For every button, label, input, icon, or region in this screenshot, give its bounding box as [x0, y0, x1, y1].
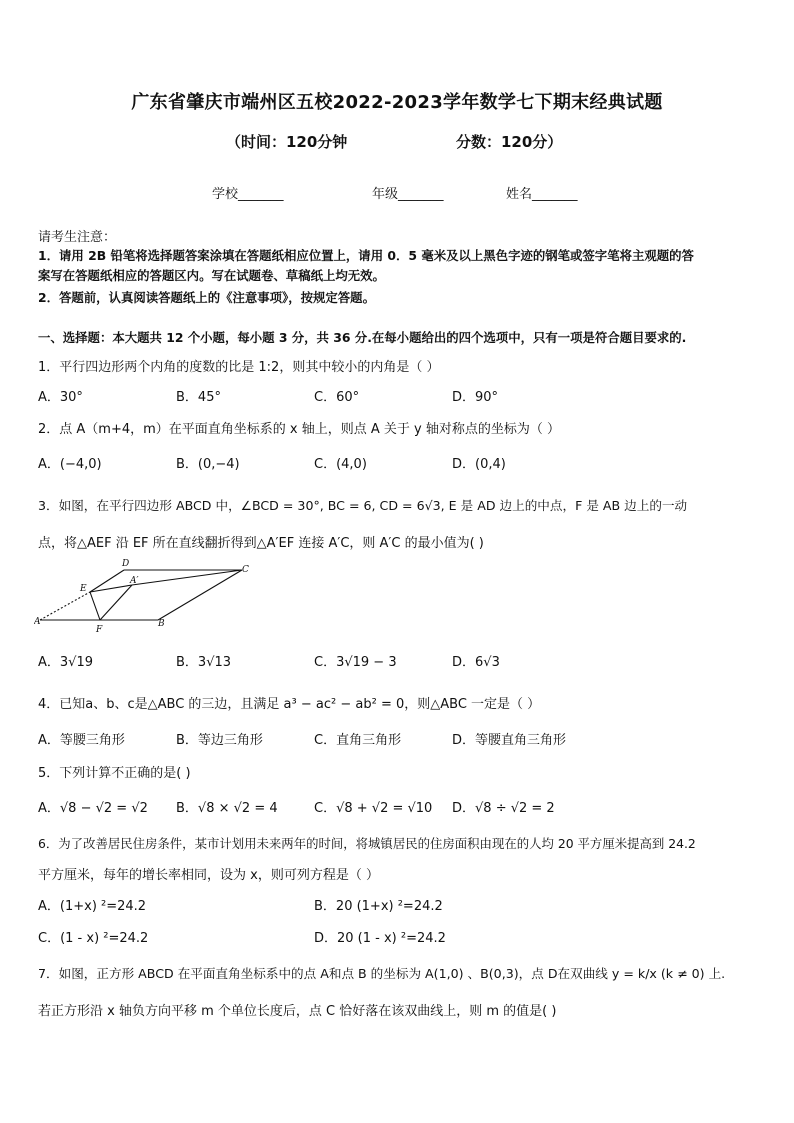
q4-option-a: A．等腰三角形: [38, 733, 125, 748]
q2-stem: 2．点 A（m+4，m）在平面直角坐标系的 x 轴上，则点 A 关于 y 轴对称点的坐标为（ ）: [38, 422, 560, 437]
q3-option-a: A．3√19: [38, 655, 93, 670]
q3-stem-line-2: 点，将△AEF 沿 EF 所在直线翻折得到△A′EF 连接 A′C，则 A′C 的最小值为( ): [38, 536, 484, 551]
fig-segment-a1c: [132, 570, 242, 585]
q1-stem: 1．平行四边形两个内角的度数的比是 1:2，则其中较小的内角是（ ）: [38, 360, 440, 375]
fig-segment-fa1: [100, 585, 132, 620]
q5-option-b: B．√8 × √2 = 4: [176, 801, 278, 816]
exam-score: 分数：120分）: [456, 133, 563, 151]
fig-segment-bc: [158, 570, 242, 620]
page-title: 广东省肇庆市端州区五校2022-2023学年数学七下期末经典试题: [131, 92, 663, 113]
q2-option-b: B．(0,−4): [176, 457, 240, 472]
q5-option-c: C．√8 + √2 = √10: [314, 801, 433, 816]
q2-option-c: C．(4,0): [314, 457, 367, 472]
q6-option-c: C．(1 - x) ²=24.2: [38, 931, 149, 946]
q2-option-a: A．(−4,0): [38, 457, 102, 472]
q3-figure: [34, 556, 264, 636]
fig-label-a: A: [34, 617, 41, 627]
q3-option-c: C．3√19 − 3: [314, 655, 397, 670]
q4-option-c: C．直角三角形: [314, 733, 402, 748]
fig-label-a-prime: A′: [130, 576, 139, 586]
grade-field: 年级_______: [372, 187, 444, 202]
fig-segment-ef: [90, 592, 100, 620]
section-heading: 一、选择题：本大题共 12 个小题，每小题 3 分，共 36 分.在每小题给出的四个选项中，只有一项是符合题目要求的.: [38, 330, 687, 345]
q6-option-d: D．20 (1 - x) ²=24.2: [314, 931, 446, 946]
q5-stem: 5．下列计算不正确的是( ): [38, 766, 191, 781]
q6-option-b: B．20 (1+x) ²=24.2: [314, 899, 443, 914]
fig-label-e: E: [80, 584, 87, 594]
notice-line-3: 2．答题前，认真阅读答题纸上的《注意事项》，按规定答题。: [38, 290, 375, 305]
notice-heading: 请考生注意：: [38, 230, 117, 245]
fig-label-f: F: [96, 625, 103, 635]
q4-option-b: B．等边三角形: [176, 733, 263, 748]
q4-stem: 4．已知a、b、c是△ABC 的三边，且满足 a³ − ac² − ab² = 0，则△ABC 一定是（ ）: [38, 697, 541, 712]
q6-stem-line-1: 6．为了改善居民住房条件，某市计划用未来两年的时间，将城镇居民的住房面积由现在的人均 20 平方厘米提高到 24.2: [38, 836, 696, 851]
fig-label-b: B: [158, 619, 165, 629]
name-field: 姓名_______: [506, 187, 578, 202]
q3-option-d: D．6√3: [452, 655, 500, 670]
q4-option-d: D．等腰直角三角形: [452, 733, 567, 748]
exam-time: （时间：120分钟: [226, 133, 348, 151]
school-field: 学校_______: [212, 187, 284, 202]
q6-option-a: A．(1+x) ²=24.2: [38, 899, 147, 914]
q7-stem-line-2: 若正方形沿 x 轴负方向平移 m 个单位长度后，点 C 恰好落在该双曲线上，则 m 的值是( ): [38, 1004, 557, 1019]
notice-line-2: 案写在答题纸相应的答题区内。写在试题卷、草稿纸上均无效。: [38, 268, 385, 283]
q1-option-a: A．30°: [38, 390, 83, 405]
q5-option-a: A．√8 − √2 = √2: [38, 801, 148, 816]
q1-option-c: C．60°: [314, 390, 360, 405]
q6-stem-line-2: 平方厘米，每年的增长率相同，设为 x，则可列方程是（ ）: [38, 868, 379, 883]
q1-option-b: B．45°: [176, 390, 221, 405]
q7-stem-line-1: 7．如图，正方形 ABCD 在平面直角坐标系中的点 A和点 B 的坐标为 A(1,0) 、B(0,3)，点 D在双曲线 y = k/x (k ≠ 0) 上.: [38, 966, 726, 981]
notice-line-1: 1．请用 2B 铅笔将选择题答案涂填在答题纸相应位置上，请用 0．5 毫米及以上黑色字迹的钢笔或签字笔将主观题的答: [38, 248, 694, 263]
fig-label-c: C: [242, 565, 249, 575]
q2-option-d: D．(0,4): [452, 457, 506, 472]
q3-option-b: B．3√13: [176, 655, 232, 670]
q1-option-d: D．90°: [452, 390, 499, 405]
fig-segment-ae-dashed: [40, 592, 90, 620]
q3-stem-line-1: 3．如图，在平行四边形 ABCD 中，∠BCD = 30°, BC = 6, CD = 6√3, E 是 AD 边上的中点，F 是 AB 边上的一动: [38, 498, 688, 513]
q5-option-d: D．√8 ÷ √2 = 2: [452, 801, 555, 816]
fig-label-d: D: [122, 559, 130, 569]
